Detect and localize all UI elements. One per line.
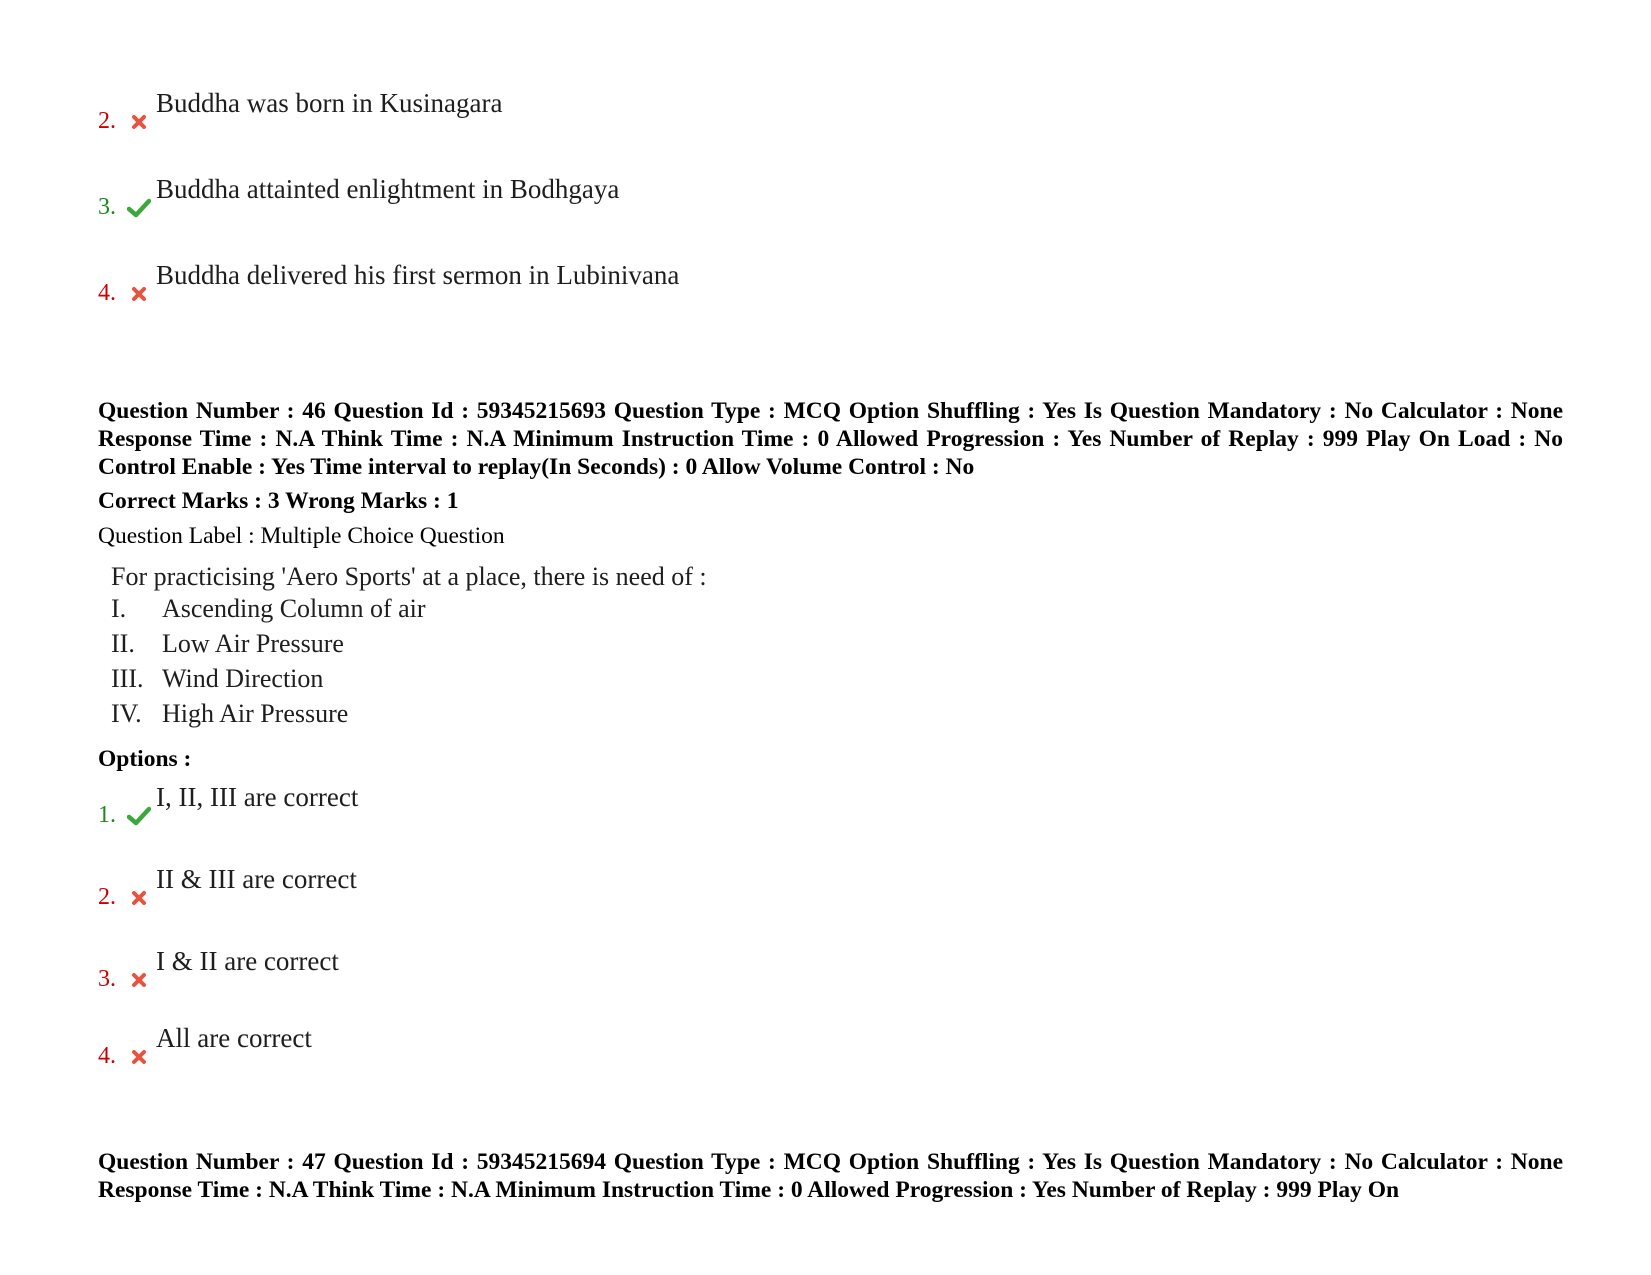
- question-46-option-1: [98, 782, 359, 828]
- check-icon: [126, 803, 152, 829]
- question-46-option-4: [98, 1023, 312, 1069]
- option-number: 3.: [98, 194, 116, 220]
- statement-text: Ascending Column of air: [162, 594, 426, 623]
- statement-numeral: I.: [111, 594, 127, 623]
- cross-icon: [126, 1044, 152, 1070]
- option-text: I & II are correct: [156, 946, 339, 976]
- question-46-text: For practicising 'Aero Sports' at a place, there is need of :: [111, 562, 707, 591]
- option-text: II & III are correct: [156, 864, 357, 894]
- question-47-metadata: Question Number : 47 Question Id : 59345215694 Question Type : MCQ Option Shuffling : Yes Is Question Mandatory : No Calculator : None Response Time : N.A Think Time : N.A Minimum Instruction Time : 0 Allowed Progression : Yes Number of Replay : 999 Play On: [98, 1149, 1563, 1203]
- option-number: 3.: [98, 966, 116, 992]
- question-46-metadata: Question Number : 46 Question Id : 59345215693 Question Type : MCQ Option Shuffling : Yes Is Question Mandatory : No Calculator : None Response Time : N.A Think Time : N.A Minimum Instruction Time : 0 Allowed Progression : Yes Number of Replay : 999 Play On Load : No Control Enable : Yes Time interval to replay(In Seconds) : 0 Allow Volume Control : No: [98, 398, 1563, 480]
- cross-icon: [126, 109, 152, 135]
- option-number: 4.: [98, 280, 116, 306]
- question-46-option-3: [98, 946, 339, 992]
- option-text: All are correct: [156, 1023, 312, 1053]
- statement-2: [111, 629, 344, 659]
- statement-text: Wind Direction: [162, 664, 324, 693]
- statement-text: Low Air Pressure: [162, 629, 344, 658]
- option-text: Buddha delivered his first sermon in Lubinivana: [156, 260, 680, 290]
- prev-option-3: [98, 174, 620, 220]
- statement-4: [111, 699, 348, 729]
- options-heading: Options :: [98, 746, 192, 772]
- option-number: 2.: [98, 108, 116, 134]
- question-46-label: Question Label : Multiple Choice Question: [98, 523, 505, 549]
- question-46-marks: Correct Marks : 3 Wrong Marks : 1: [98, 488, 459, 514]
- statement-numeral: IV.: [111, 699, 142, 728]
- option-number: 1.: [98, 802, 116, 828]
- prev-option-4: [98, 260, 680, 306]
- statement-text: High Air Pressure: [162, 699, 349, 728]
- prev-option-2: [98, 88, 503, 134]
- option-text: Buddha was born in Kusinagara: [156, 88, 503, 118]
- cross-icon: [126, 885, 152, 911]
- cross-icon: [126, 967, 152, 993]
- option-text: Buddha attainted enlightment in Bodhgaya: [156, 174, 620, 204]
- option-number: 4.: [98, 1043, 116, 1069]
- cross-icon: [126, 281, 152, 307]
- option-number: 2.: [98, 884, 116, 910]
- statement-3: [111, 664, 323, 694]
- statement-1: [111, 594, 426, 624]
- check-icon: [126, 195, 152, 221]
- option-text: I, II, III are correct: [156, 782, 359, 812]
- statement-numeral: III.: [111, 664, 144, 693]
- statement-numeral: II.: [111, 629, 135, 658]
- question-46-option-2: [98, 864, 357, 910]
